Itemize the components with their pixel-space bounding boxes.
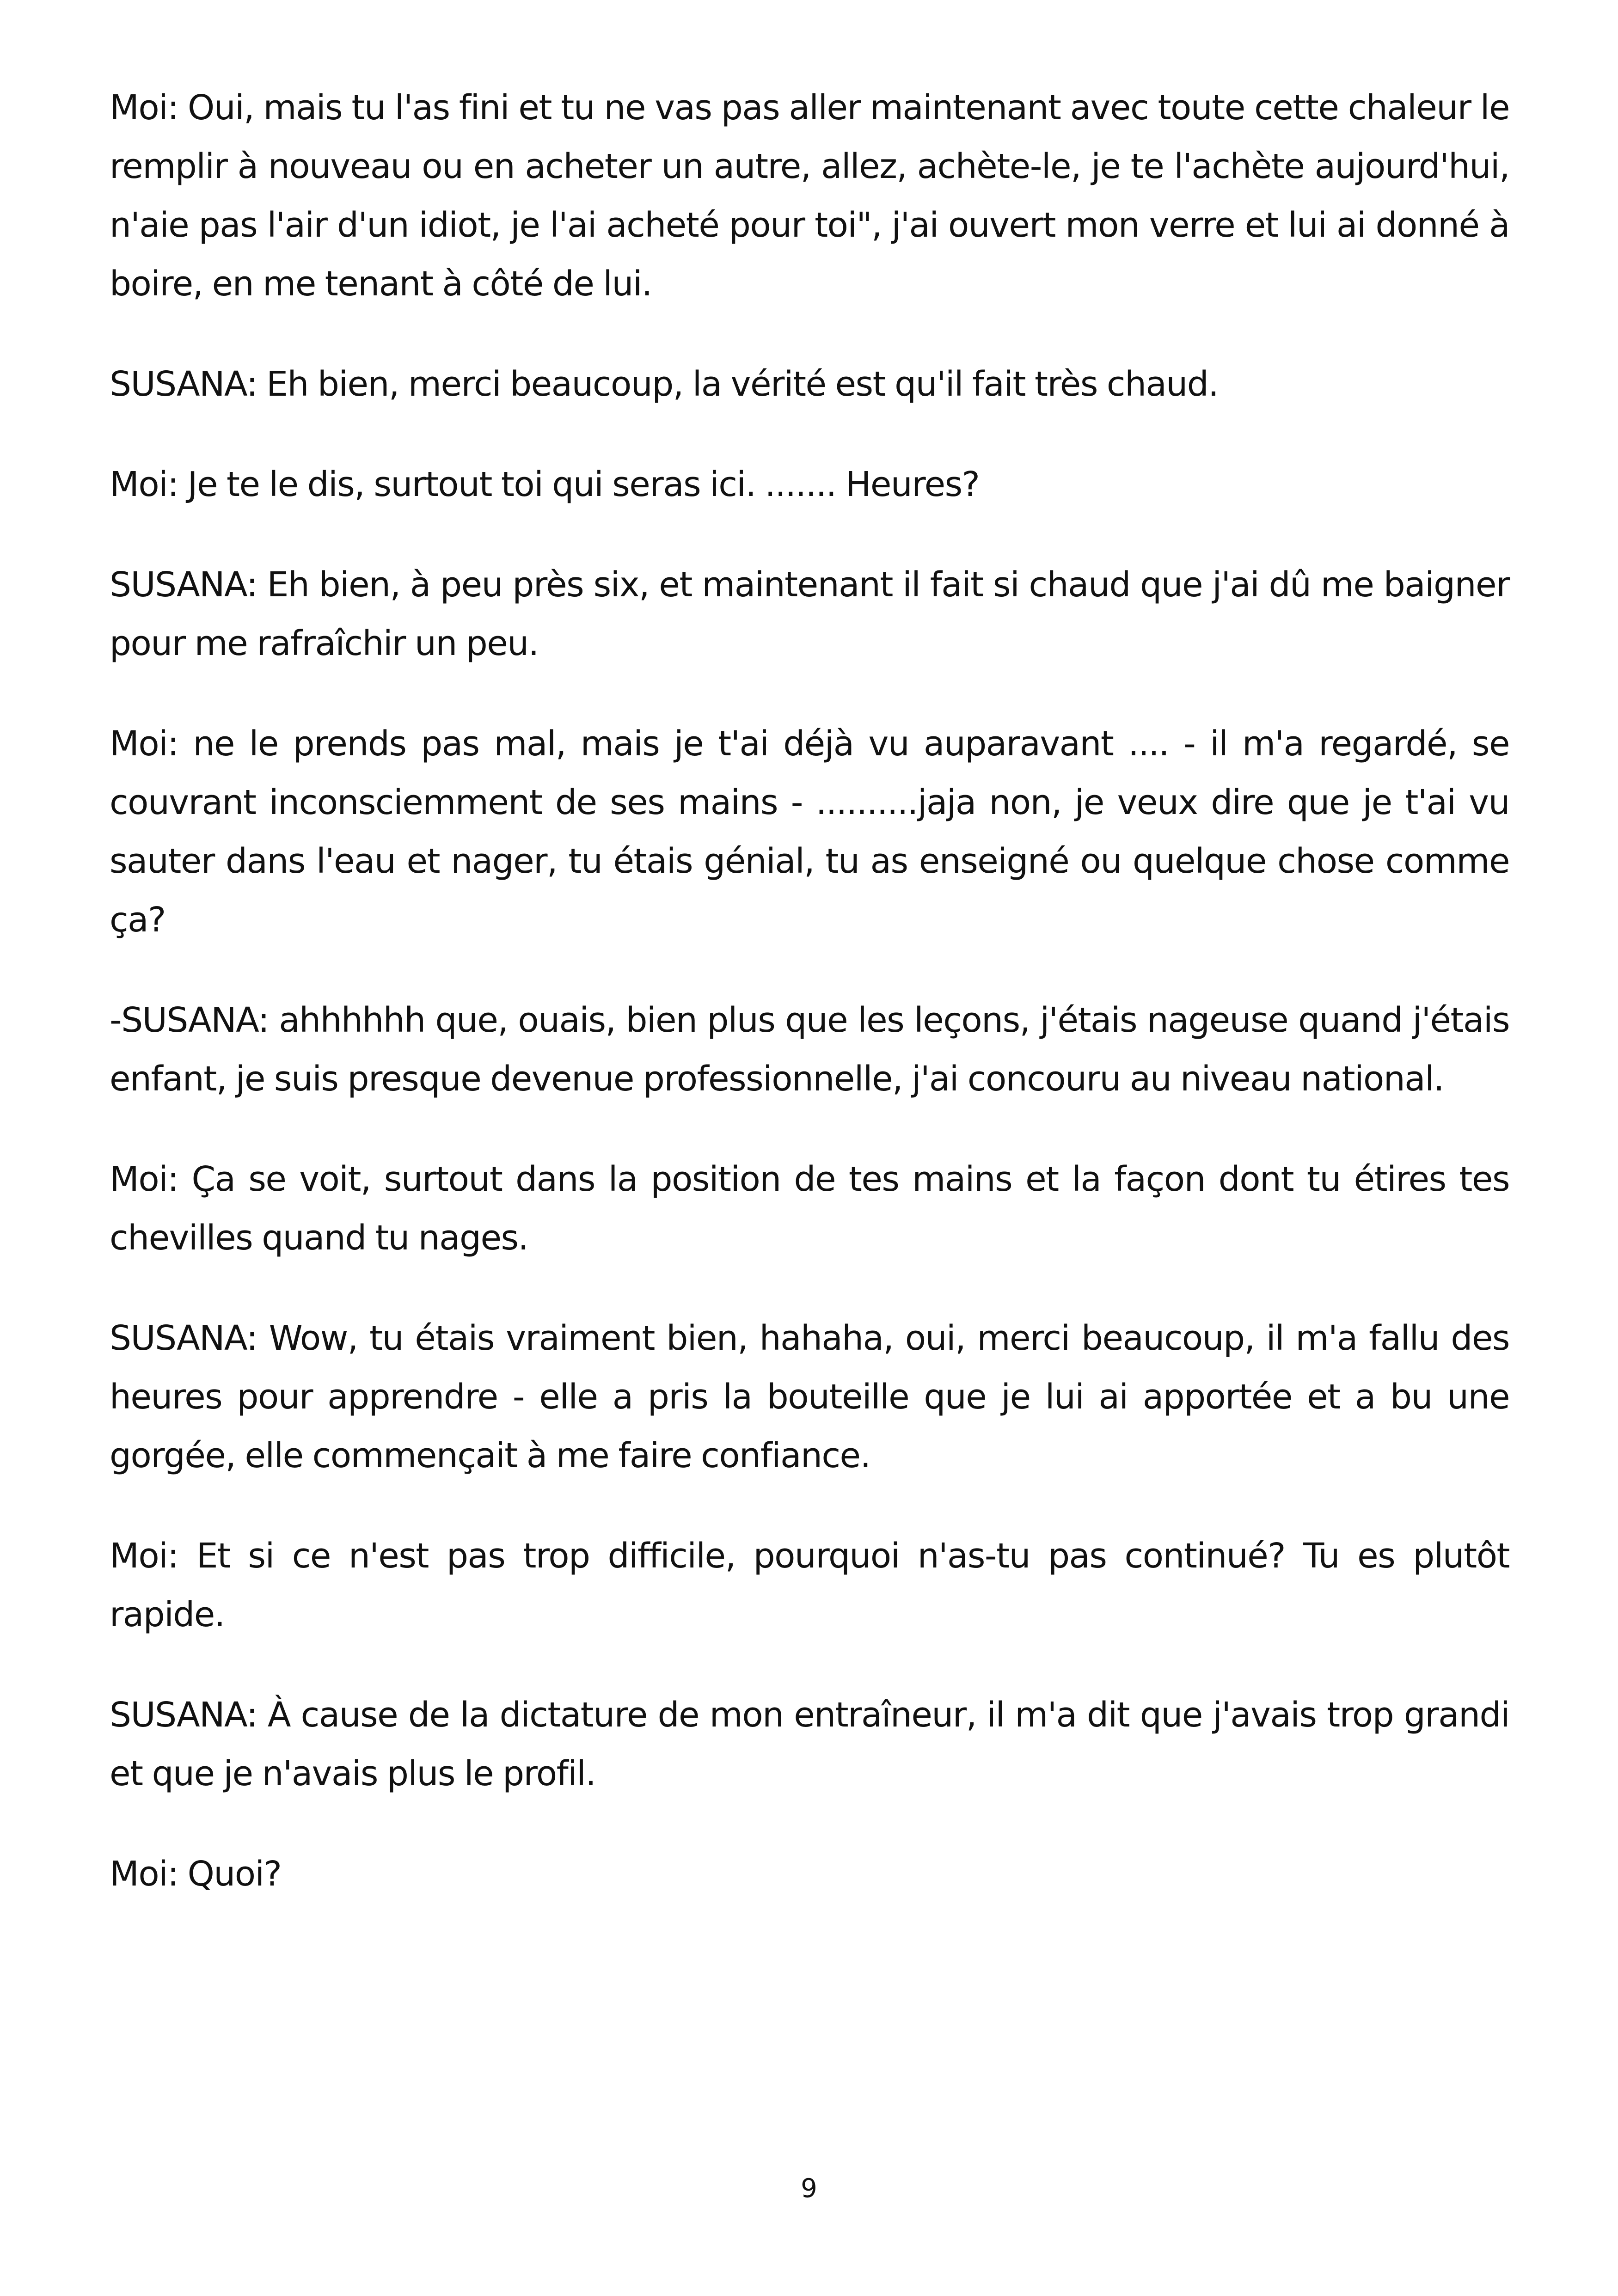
paragraph-5: Moi: ne le prends pas mal, mais je t'ai déjà vu auparavant .... - il m'a regardé, se couvrant inconsciemment de ses mains - ..........jaja non, je veux dire que je t'ai vu sauter dans l'eau et nager, tu étais génial, tu as enseigné ou quelque chose comme ça? — [110, 724, 1509, 940]
page-number: 9 — [801, 2174, 817, 2204]
paragraph-4: SUSANA: Eh bien, à peu près six, et maintenant il fait si chaud que j'ai dû me baigner pour me rafraîchir un peu. — [110, 565, 1509, 663]
paragraph-10: SUSANA: À cause de la dictature de mon entraîneur, il m'a dit que j'avais trop grandi et que je n'avais plus le profil. — [110, 1695, 1509, 1794]
paragraph-9: Moi: Et si ce n'est pas trop difficile, pourquoi n'as-tu pas continué? Tu es plutôt rapide. — [110, 1536, 1509, 1635]
paragraph-3: Moi: Je te le dis, surtout toi qui seras ici. ....... Heures? — [110, 465, 980, 504]
paragraph-7: Moi: Ça se voit, surtout dans la position de tes mains et la façon dont tu étires tes chevilles quand tu nages. — [110, 1159, 1509, 1258]
paragraph-2: SUSANA: Eh bien, merci beaucoup, la vérité est qu'il fait très chaud. — [110, 364, 1219, 404]
page-body — [110, 79, 1509, 1945]
paragraph-6: -SUSANA: ahhhhhh que, ouais, bien plus que les leçons, j'étais nageuse quand j'étais enfant, je suis presque devenue professionnelle, j'ai concouru au niveau national. — [110, 1000, 1509, 1099]
paragraph-8: SUSANA: Wow, tu étais vraiment bien, hahaha, oui, merci beaucoup, il m'a fallu des heures pour apprendre - elle a pris la bouteille que je lui ai apportée et a bu une gorgée, elle commençait à me faire confiance. — [110, 1318, 1509, 1476]
paragraph-11: Moi: Quoi? — [110, 1854, 282, 1894]
paragraph-1: Moi: Oui, mais tu l'as fini et tu ne vas pas aller maintenant avec toute cette chaleur le remplir à nouveau ou en acheter un autre, allez, achète-le, je te l'achète aujourd'hui, n'aie pas l'air d'un idiot, je l'ai acheté pour toi", j'ai ouvert mon verre et lui ai donné à boire, en me tenant à côté de lui. — [110, 88, 1509, 304]
